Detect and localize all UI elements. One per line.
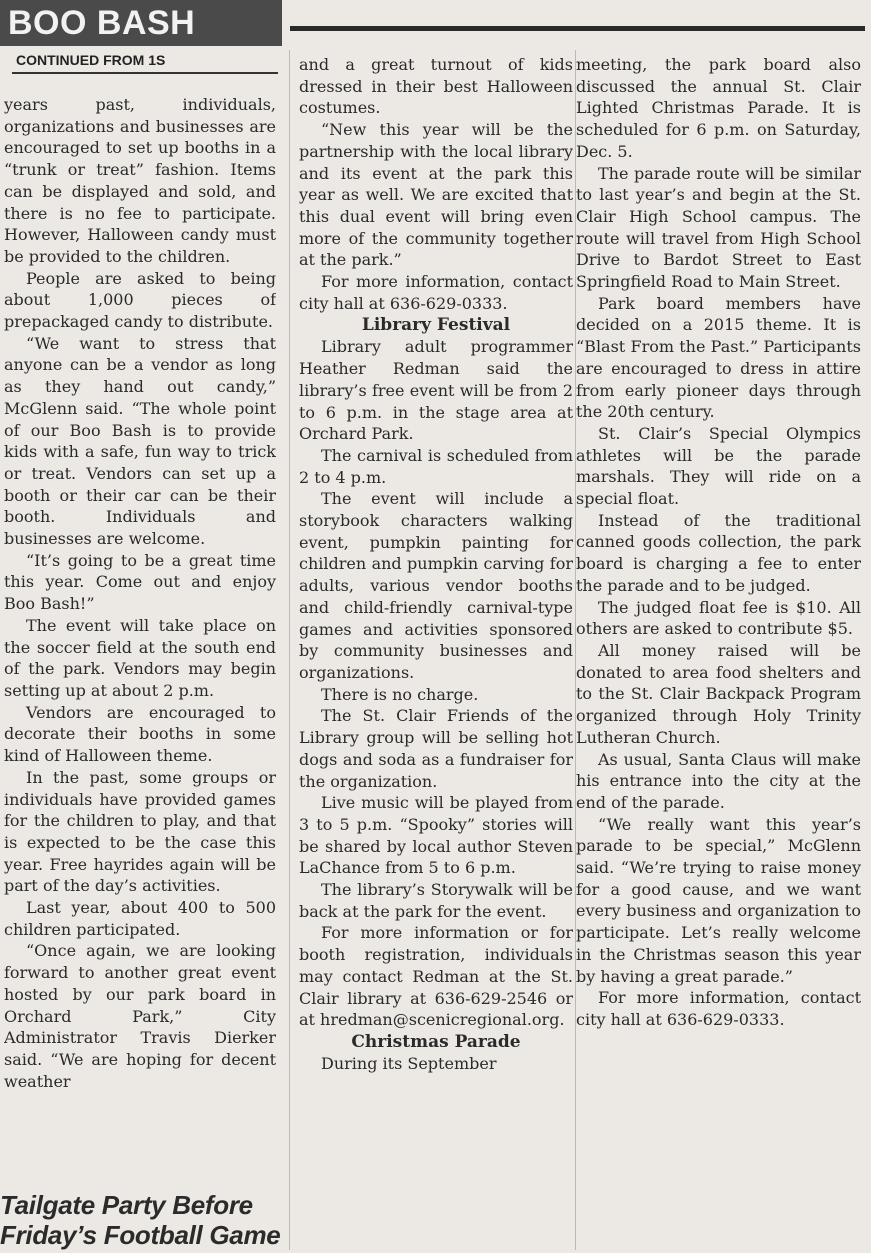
paragraph: “New this year will be the partnership with the local library and its event at the park this year as well. We are excited that this dual event will bring even more of the community together at the park.” — [299, 120, 573, 270]
paragraph: The judged float fee is $10. All others are asked to contribute $5. — [576, 597, 861, 639]
paragraph: St. Clair’s Special Olympics athletes will be the parade marshals. They will ride on a special float. — [576, 423, 861, 509]
paragraph: As usual, Santa Claus will make his entrance into the city at the end of the parade. — [576, 749, 861, 812]
paragraph: The carnival is scheduled from 2 to 4 p.m. — [299, 445, 573, 487]
paragraph: The library’s Storywalk will be back at the park for the event. — [299, 880, 573, 921]
paragraph: years past, individuals, organizations and businesses are encouraged to set up booths in a “trunk or treat” fashion. Items can be displayed and sold, and there is no fee to participate. However, Halloween candy must be provided to the children. — [4, 95, 276, 266]
paragraph: All money raised will be donated to area food shelters and to the St. Clair Backpack Program organized through Holy Trinity Lutheran Church. — [576, 640, 861, 747]
continued-label: CONTINUED FROM 1S — [16, 52, 166, 68]
paragraph: In the past, some groups or individuals have provided games for the children to play, and that is expected to be the case this year. Free hayrides again will be part of the day’s activities. — [4, 767, 276, 896]
paragraph: Park board members have decided on a 2015 theme. It is “Blast From the Past.” Participants are encouraged to dress in attire from early pioneer days through the 20th century. — [576, 293, 861, 422]
paragraph: For more information, contact city hall at 636-629-0333. — [299, 272, 573, 313]
section-banner: BOO BASH — [0, 0, 282, 46]
next-article-headline — [0, 1190, 285, 1250]
paragraph: Instead of the traditional canned goods collection, the park board is charging a fee to enter the parade and to be judged. — [576, 510, 861, 595]
article-column-2 — [299, 54, 573, 1252]
paragraph: During its September — [321, 1053, 497, 1073]
paragraph: Vendors are encouraged to decorate their booths in some kind of Halloween theme. — [4, 702, 276, 766]
headline-line: Tailgate Party Before — [0, 1190, 253, 1220]
paragraph: and a great turnout of kids dressed in their best Halloween costumes. — [299, 55, 573, 118]
subhead-library-festival: Library Festival — [361, 315, 511, 336]
top-rule — [290, 26, 865, 31]
article-column-1 — [4, 94, 276, 1184]
headline-line: Friday’s Football Game — [0, 1220, 281, 1250]
paragraph: For more information or for booth registration, individuals may contact Redman at the St. Clair library at 636-629-2546 or at hredman@scenicregional.org. — [299, 923, 573, 1030]
article-column-3 — [576, 54, 861, 1252]
subhead-christmas-parade: Christmas Parade — [351, 1031, 521, 1052]
paragraph: meeting, the park board also discussed the annual St. Clair Lighted Christmas Parade. It is scheduled for 6 p.m. on Saturday, Dec. 5. — [576, 55, 861, 161]
paragraph: The St. Clair Friends of the Library group will be selling hot dogs and soda as a fundraiser for the organization. — [299, 706, 573, 791]
continued-rule — [12, 72, 278, 74]
paragraph: “We really want this year’s parade to be special,” McGlenn said. “We’re trying to raise money for a good cause, and we want every business and organization to participate. Let’s really welcome in the Christmas season this year by having a great parade.” — [576, 814, 861, 986]
paragraph: There is no charge. — [321, 684, 479, 704]
column-divider — [289, 50, 290, 1250]
paragraph: “Once again, we are looking forward to another great event hosted by our park board in Orchard Park,” City Administrator Travis Dierker said. “We are hoping for decent weather — [4, 941, 276, 1091]
paragraph: The event will take place on the soccer field at the south end of the park. Vendors may begin setting up at about 2 p.m. — [4, 615, 276, 700]
paragraph: For more information, contact city hall at 636-629-0333. — [576, 988, 861, 1029]
paragraph: Last year, about 400 to 500 children participated. — [4, 898, 276, 939]
paragraph: The parade route will be similar to last year’s and begin at the St. Clair High School campus. The route will travel from High School Drive to Bardot Street to East Springfield Road to Main Street. — [576, 163, 861, 292]
paragraph: Live music will be played from 3 to 5 p.m. “Spooky” stories will be shared by local author Steven LaChance from 5 to 6 p.m. — [299, 793, 573, 878]
paragraph: The event will include a storybook characters walking event, pumpkin painting for children and pumpkin carving for adults, various vendor booths and child-friendly carnival-type games and activities sponsored by community businesses and organizations. — [299, 489, 573, 682]
paragraph: Library adult programmer Heather Redman said the library’s free event will be from 2 to 6 p.m. in the stage area at Orchard Park. — [299, 337, 573, 444]
paragraph: “We want to stress that anyone can be a vendor as long as they hand out candy,” McGlenn said. “The whole point of our Boo Bash is to provide kids with a safe, fun way to trick or treat. Vendors can set up a booth or their car can be their booth. Individuals and businesses are welcome. — [4, 333, 276, 549]
paragraph: People are asked to being about 1,000 pieces of prepackaged candy to distribute. — [4, 268, 276, 332]
paragraph: “It’s going to be a great time this year. Come out and enjoy Boo Bash!” — [4, 550, 276, 614]
